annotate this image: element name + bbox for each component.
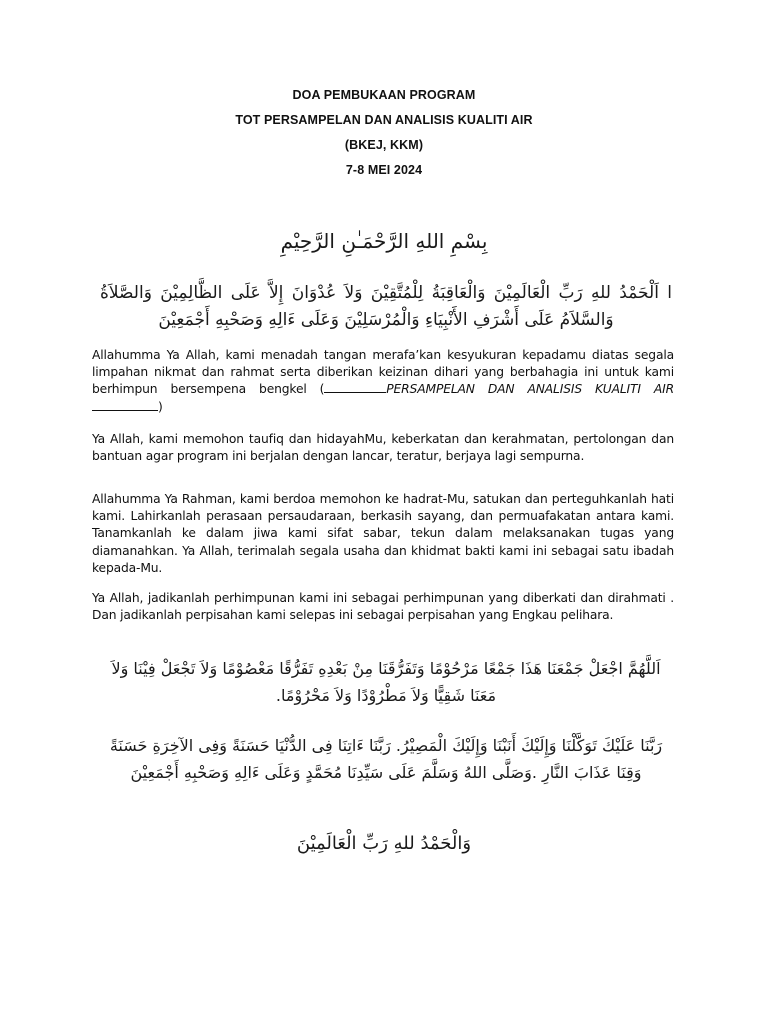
title-line-2: TOT PERSAMPELAN DAN ANALISIS KUALITI AIR — [235, 113, 533, 127]
title-line-3: (BKEJ, KKM) — [344, 138, 424, 152]
event-name: PERSAMPELAN DAN ANALISIS KUALITI AIR — [386, 382, 674, 397]
blank-line — [324, 382, 386, 393]
arabic-doa-1: اَللَّهُمَّ اجْعَلْ جَمْعَنَا هَذَا جَمْعًا مَرْحُوْمًا وَتَفَرُّقَنَا مِنْ بَعْدِهِ تَفَرُّقًا مَعْصُوْمًا وَلاَ تَجْعَلْ فِيْنَا وَلاَ مَعَنَا شَقِيًّا وَلاَ مَطْرُوْدًا وَلاَ مَحْرُوْمًا. — [111, 659, 661, 705]
blank-line — [92, 400, 158, 411]
paragraph-3: Allahumma Ya Rahman, kami berdoa memohon ke hadrat-Mu, satukan dan perteguhkanlah hati kami. Lahirkanlah perasaan persaudaraan, berkasih sayang, dan permuafakatan antara kami. Tanamkanlah ke dalam jiwa kami sifat sabar, tekun dalam melaksanakan tugas yang diamanahkan. Ya Allah, terimalah segala usaha dan khidmat bakti kami ini sebagai satu ibadah kepada-Mu. — [92, 492, 674, 575]
paragraph-1 — [92, 347, 674, 416]
arabic-doa-2: رَبَّنَا عَلَيْكَ تَوَكَّلْنَا وَإِلَيْكَ أَنَبْنَا وَإِلَيْكَ الْمَصِيْرُ. رَبَّنَا ءَاتِنَا فِى الدُّنْيَا حَسَنَةً وَفِى الآخِرَةِ حَسَنَةً وَقِنَا عَذَابَ النَّارِ .وَصَلَّى اللهُ وَسَلَّمَ عَلَى سَيِّدِنَا مُحَمَّدٍ وَعَلَى ءَالِهِ وَصَحْبِهِ أَجْمَعِيْنَ — [109, 736, 663, 782]
paragraph-1-text: Allahumma Ya Allah, kami menadah tangan merafa’kan kesyukuran kepadamu diatas segala limpahan nikmat dan rahmat serta diberikan keizinan dihari yang berbahagia ini untuk kami berhimpun bersempena bengkel ( — [92, 348, 674, 397]
arabic-opening-text: ا اَلْحَمْدُ للهِ رَبِّ الْعَالَمِيْنَ وَالْعَاقِبَةُ لِلْمُتَّقِيْنَ وَلاَ عُدْوَانَ إِلاَّ عَلَى الظَّالِمِيْنَ وَالصَّلاَةُ وَالسَّلاَمُ عَلَى أَشْرَفِ الأَنْبِيَاءِ وَالْمُرْسَلِيْنَ وَعَلَى ءَالِهِ وَصَحْبِهِ أَجْمَعِيْنَ — [100, 283, 672, 330]
bismillah-text: بِسْمِ اللهِ الرَّحْمَـٰنِ الرَّحِيْمِ — [280, 229, 488, 253]
paragraph-2: Ya Allah, kami memohon taufiq dan hidayahMu, keberkatan dan kerahmatan, pertolongan dan bantuan agar program ini berjalan dengan lancar, teratur, berjaya lagi sempurna. — [92, 432, 674, 464]
paragraph-1-close: ) — [158, 399, 163, 414]
paragraph-4: Ya Allah, jadikanlah perhimpunan kami ini sebagai perhimpunan yang diberkati dan dirahmati . Dan jadikanlah perpisahan kami selepas ini sebagai perpisahan yang Engkau pelihara. — [92, 591, 674, 623]
title-line-1: DOA PEMBUKAAN PROGRAM — [292, 88, 476, 102]
title-block — [0, 88, 768, 188]
arabic-closing-text: وَالْحَمْدُ للهِ رَبِّ الْعَالَمِيْنَ — [296, 833, 472, 854]
title-line-4: 7-8 MEI 2024 — [345, 163, 423, 177]
